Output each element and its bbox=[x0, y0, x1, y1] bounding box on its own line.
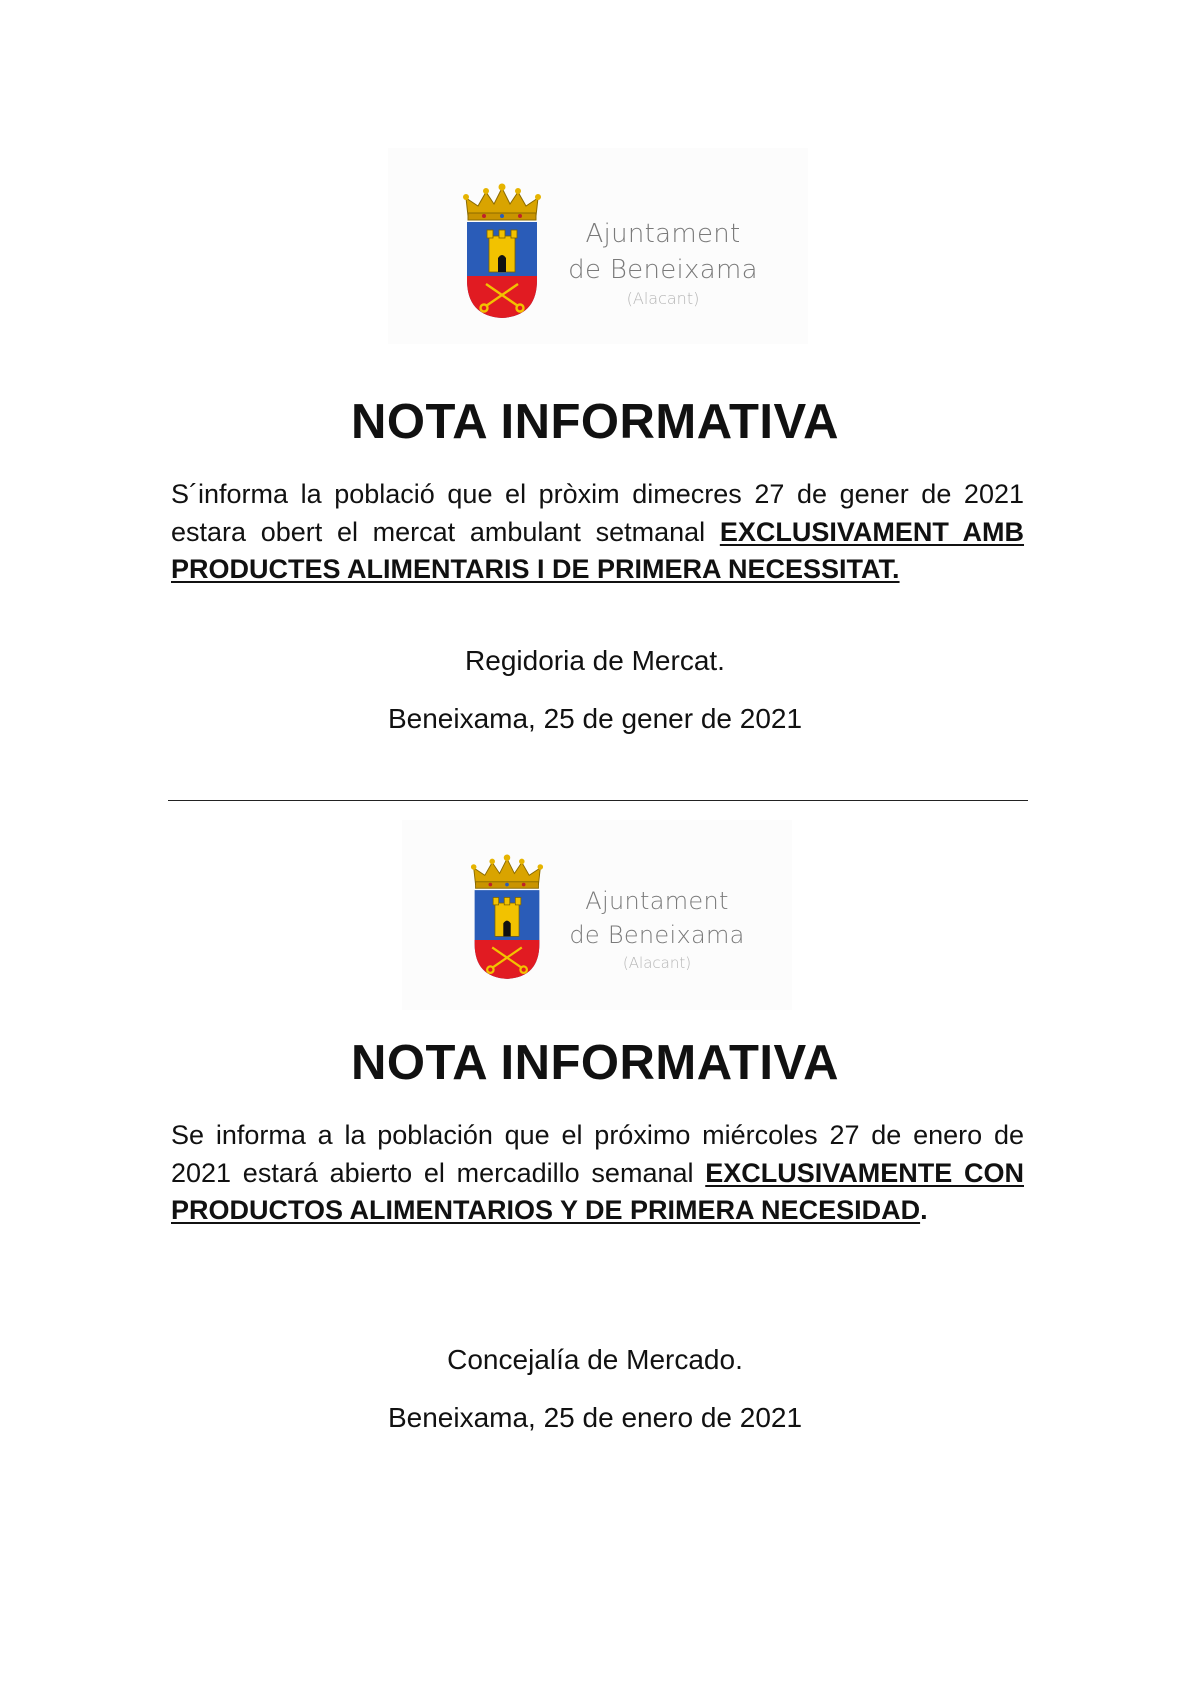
signature-valencian: Regidoria de Mercat. bbox=[465, 645, 725, 676]
logo-line-ajuntament: Ajuntament bbox=[585, 887, 729, 915]
notice-title-spanish: NOTA INFORMATIVA bbox=[351, 1036, 839, 1090]
logo-line-alacant: (Alacant) bbox=[626, 289, 700, 308]
municipal-logo bbox=[402, 820, 792, 1010]
logo-line-beneixama: de Beneixama bbox=[569, 921, 745, 949]
notice-body-valencian bbox=[171, 476, 1024, 589]
body-emphasis-text: EXCLUSIVAMENT AMB PRODUCTES ALIMENTARIS I DE PRIMERA NECESSITAT. bbox=[171, 516, 1025, 584]
notice-body-spanish bbox=[171, 1117, 1024, 1230]
logo-line-alacant: (Alacant) bbox=[622, 954, 692, 972]
logo-text bbox=[542, 884, 772, 974]
crown-icon bbox=[471, 854, 543, 888]
body-plain-text: Se informa a la población que el próximo miércoles 27 de enero de 2021 estará abierto el mercadillo semanal bbox=[171, 1120, 1024, 1188]
signature-spanish: Concejalía de Mercado. bbox=[447, 1344, 743, 1375]
body-plain-text: S´informa la població que el pròxim dimecres 27 de gener de 2021 estara obert el mercat ambulant setmanal bbox=[171, 479, 1024, 547]
body-end-punctuation: . bbox=[920, 1195, 928, 1225]
coat-of-arms-icon bbox=[462, 180, 542, 320]
logo-line-beneixama: de Beneixama bbox=[568, 255, 758, 285]
section-divider bbox=[168, 800, 1028, 801]
place-date-spanish: Beneixama, 25 de enero de 2021 bbox=[387, 1402, 803, 1433]
logo-text bbox=[538, 216, 788, 310]
municipal-logo bbox=[388, 148, 808, 344]
body-emphasis-text: EXCLUSIVAMENTE CON PRODUCTOS ALIMENTARIOS Y DE PRIMERA NECESIDAD bbox=[171, 1157, 1024, 1225]
logo-line-ajuntament: Ajuntament bbox=[585, 219, 741, 249]
crown-icon bbox=[463, 184, 541, 221]
coat-of-arms-icon bbox=[470, 850, 544, 982]
notice-title-valencian: NOTA INFORMATIVA bbox=[351, 395, 839, 449]
place-date-valencian: Beneixama, 25 de gener de 2021 bbox=[387, 703, 803, 734]
